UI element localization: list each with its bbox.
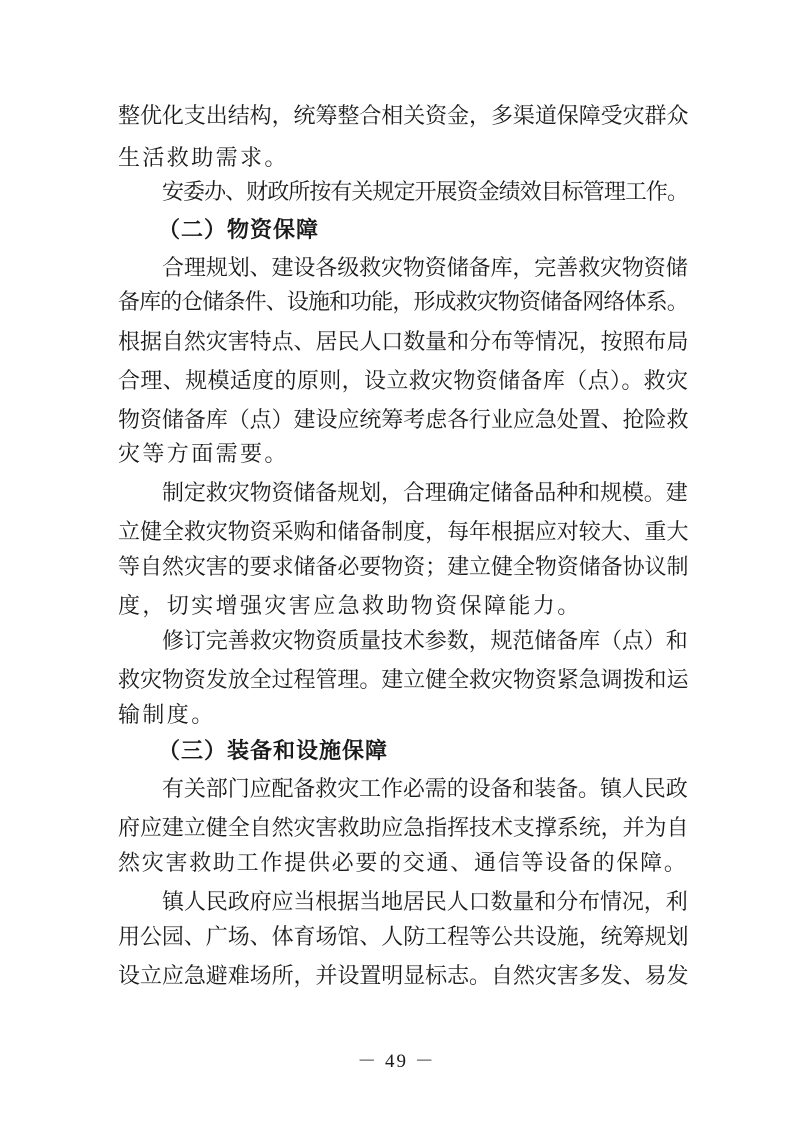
body-text-line: 灾等方面需要。 <box>118 442 289 467</box>
body-text-line: 合理规划、建设各级救灾物资储备库，完善救灾物资储 <box>162 256 688 281</box>
body-text-line: 输制度。 <box>118 703 216 728</box>
body-text-line: 救灾物资发放全过程管理。建立健全救灾物资紧急调拨和运 <box>118 668 689 693</box>
body-text-line: 设立应急避难场所，并设置明显标志。自然灾害多发、易发 <box>118 964 689 989</box>
body-text-line: 修订完善救灾物资质量技术参数，规范储备库（点）和 <box>162 629 688 654</box>
body-text-line: 然灾害救助工作提供必要的交通、通信等设备的保障。 <box>118 851 688 876</box>
body-text-line: 镇人民政府应当根据当地居民人口数量和分布情况，利 <box>162 890 688 915</box>
body-text-line: 备库的仓储条件、设施和功能，形成救灾物资储备网络体系。 <box>118 290 688 315</box>
body-text-line: 物资储备库（点）建设应统筹考虑各行业应急处置、抢险救 <box>118 408 689 433</box>
body-text-line: 有关部门应配备救灾工作必需的设备和装备。镇人民政 <box>162 777 688 802</box>
section-heading: （二）物资保障 <box>158 218 320 243</box>
body-text-line: 等自然灾害的要求储备必要物资；建立健全物资储备协议制 <box>118 555 689 580</box>
body-text-line: 立健全救灾物资采购和储备制度，每年根据应对较大、重大 <box>118 520 689 545</box>
body-text-line: 府应建立健全自然灾害救助应急指挥技术支撑系统，并为自 <box>118 816 689 841</box>
body-text-line: 度，切实增强灾害应急救助物资保障能力。 <box>118 594 582 619</box>
body-text-line: 用公园、广场、体育场馆、人防工程等公共设施，统筹规划 <box>118 925 689 950</box>
body-text-line: 生活救助需求。 <box>118 146 289 171</box>
body-text-line: 安委办、财政所按有关规定开展资金绩效目标管理工作。 <box>162 180 689 205</box>
body-text-line: 根据自然灾害特点、居民人口数量和分布等情况，按照布局 <box>118 330 689 355</box>
section-heading: （三）装备和设施保障 <box>158 739 389 764</box>
body-text-line: 合理、规模适度的原则，设立救灾物资储备库（点）。救灾 <box>118 369 689 394</box>
body-text-line: 制定救灾物资储备规划，合理确定储备品种和规模。建 <box>162 481 688 506</box>
body-text-line: 整优化支出结构，统筹整合相关资金，多渠道保障受灾群众 <box>118 104 689 129</box>
page-number: － 49 － <box>357 1051 436 1072</box>
